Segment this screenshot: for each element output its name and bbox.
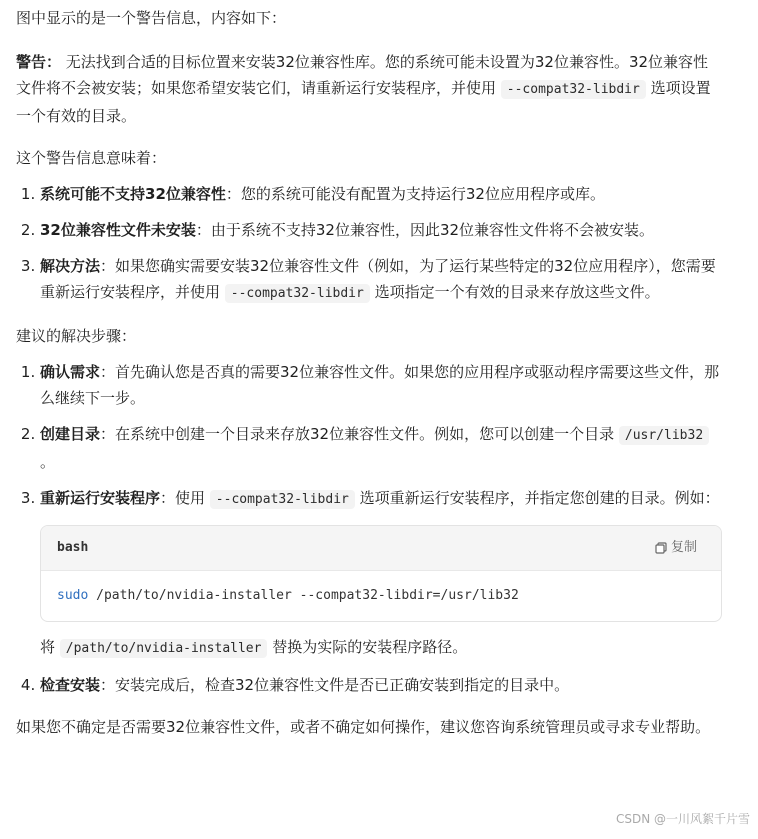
meaning-item-3-text-before: ：如果您确实需要安装32位兼容性文件（例如，为了运行某些特定的32位应用程序），您需要重新运行安装程序，并使用	[40, 257, 716, 301]
step-2-text-after: 。	[40, 453, 56, 471]
meaning-list	[16, 181, 720, 307]
closing-text: 如果您不确定是否需要32位兼容性文件，或者不确定如何操作，建议您咨询系统管理员或寻求专业帮助。	[16, 718, 711, 736]
code-language: bash	[57, 540, 89, 555]
list-item	[40, 485, 720, 662]
code-command: /path/to/nvidia-installer --compat32-libdir=/usr/lib32	[88, 588, 519, 603]
warning-paragraph	[16, 49, 720, 129]
meaning-item-3-code: --compat32-libdir	[225, 284, 370, 303]
step-4-title: 检查安装	[40, 676, 101, 694]
step-4-text: ：安装完成后，检查32位兼容性文件是否已正确安装到指定的目录中。	[100, 676, 570, 694]
code-keyword: sudo	[57, 588, 89, 603]
list-item	[40, 421, 720, 475]
after-code-note	[40, 634, 720, 662]
warning-label: 警告：	[16, 53, 62, 71]
list-item	[40, 359, 720, 411]
steps-list	[16, 359, 720, 698]
step-1-text: ：首先确认您是否真的需要32位兼容性文件。如果您的应用程序或驱动程序需要这些文件，那么继续下一步。	[40, 363, 720, 407]
meaning-item-1-title: 系统可能不支持32位兼容性	[40, 185, 226, 203]
copy-icon	[655, 542, 667, 554]
step-3-text-after: 选项重新运行安装程序，并指定您创建的目录。例如：	[354, 489, 720, 507]
meaning-item-3-text-after: 选项指定一个有效的目录来存放这些文件。	[369, 283, 660, 301]
step-3-title: 重新运行安装程序	[40, 489, 161, 507]
step-2-text-before: ：在系统中创建一个目录来存放32位兼容性文件。例如，您可以创建一个目录	[100, 425, 619, 443]
after-code-after: 替换为实际的安装程序路径。	[267, 638, 468, 656]
intro-text: 图中显示的是一个警告信息，内容如下：	[16, 9, 287, 27]
step-1-title: 确认需求	[40, 363, 101, 381]
list-item	[40, 253, 720, 307]
csdn-watermark: CSDN @一川风絮千片雪	[615, 812, 750, 826]
meaning-item-1-text: ：您的系统可能没有配置为支持运行32位应用程序或库。	[225, 185, 605, 203]
meaning-item-2-text: ：由于系统不支持32位兼容性，因此32位兼容性文件将不会被安装。	[195, 221, 655, 239]
code-block	[40, 525, 722, 622]
copy-button[interactable]	[655, 535, 697, 561]
warning-text-before: 无法找到合适的目标位置来安装32位兼容性库。您的系统可能未设置为32位兼容性。32位兼容性文件将不会被安装；如果您希望安装它们，请重新运行安装程序，并使用	[16, 53, 709, 97]
copy-label: 复制	[670, 540, 697, 555]
list-item	[40, 672, 720, 698]
after-code-code: /path/to/nvidia-installer	[60, 639, 268, 658]
code-header	[41, 526, 721, 571]
list-item	[40, 181, 720, 207]
step-2-code: /usr/lib32	[619, 426, 709, 445]
step-3-text-before: ：使用	[160, 489, 210, 507]
after-code-before: 将	[40, 638, 60, 656]
code-body[interactable]	[41, 571, 721, 621]
steps-title: 建议的解决步骤：	[16, 327, 137, 345]
meaning-title: 这个警告信息意味着：	[16, 149, 167, 167]
warning-code: --compat32-libdir	[501, 80, 646, 99]
list-item	[40, 217, 720, 243]
meaning-item-2-title: 32位兼容性文件未安装	[40, 221, 196, 239]
answer-content	[16, 0, 720, 740]
meaning-item-3-title: 解决方法	[40, 257, 101, 275]
step-2-title: 创建目录	[40, 425, 101, 443]
warning-text-after: 选项设置一个有效的目录。	[16, 79, 711, 125]
step-3-code: --compat32-libdir	[210, 490, 355, 509]
